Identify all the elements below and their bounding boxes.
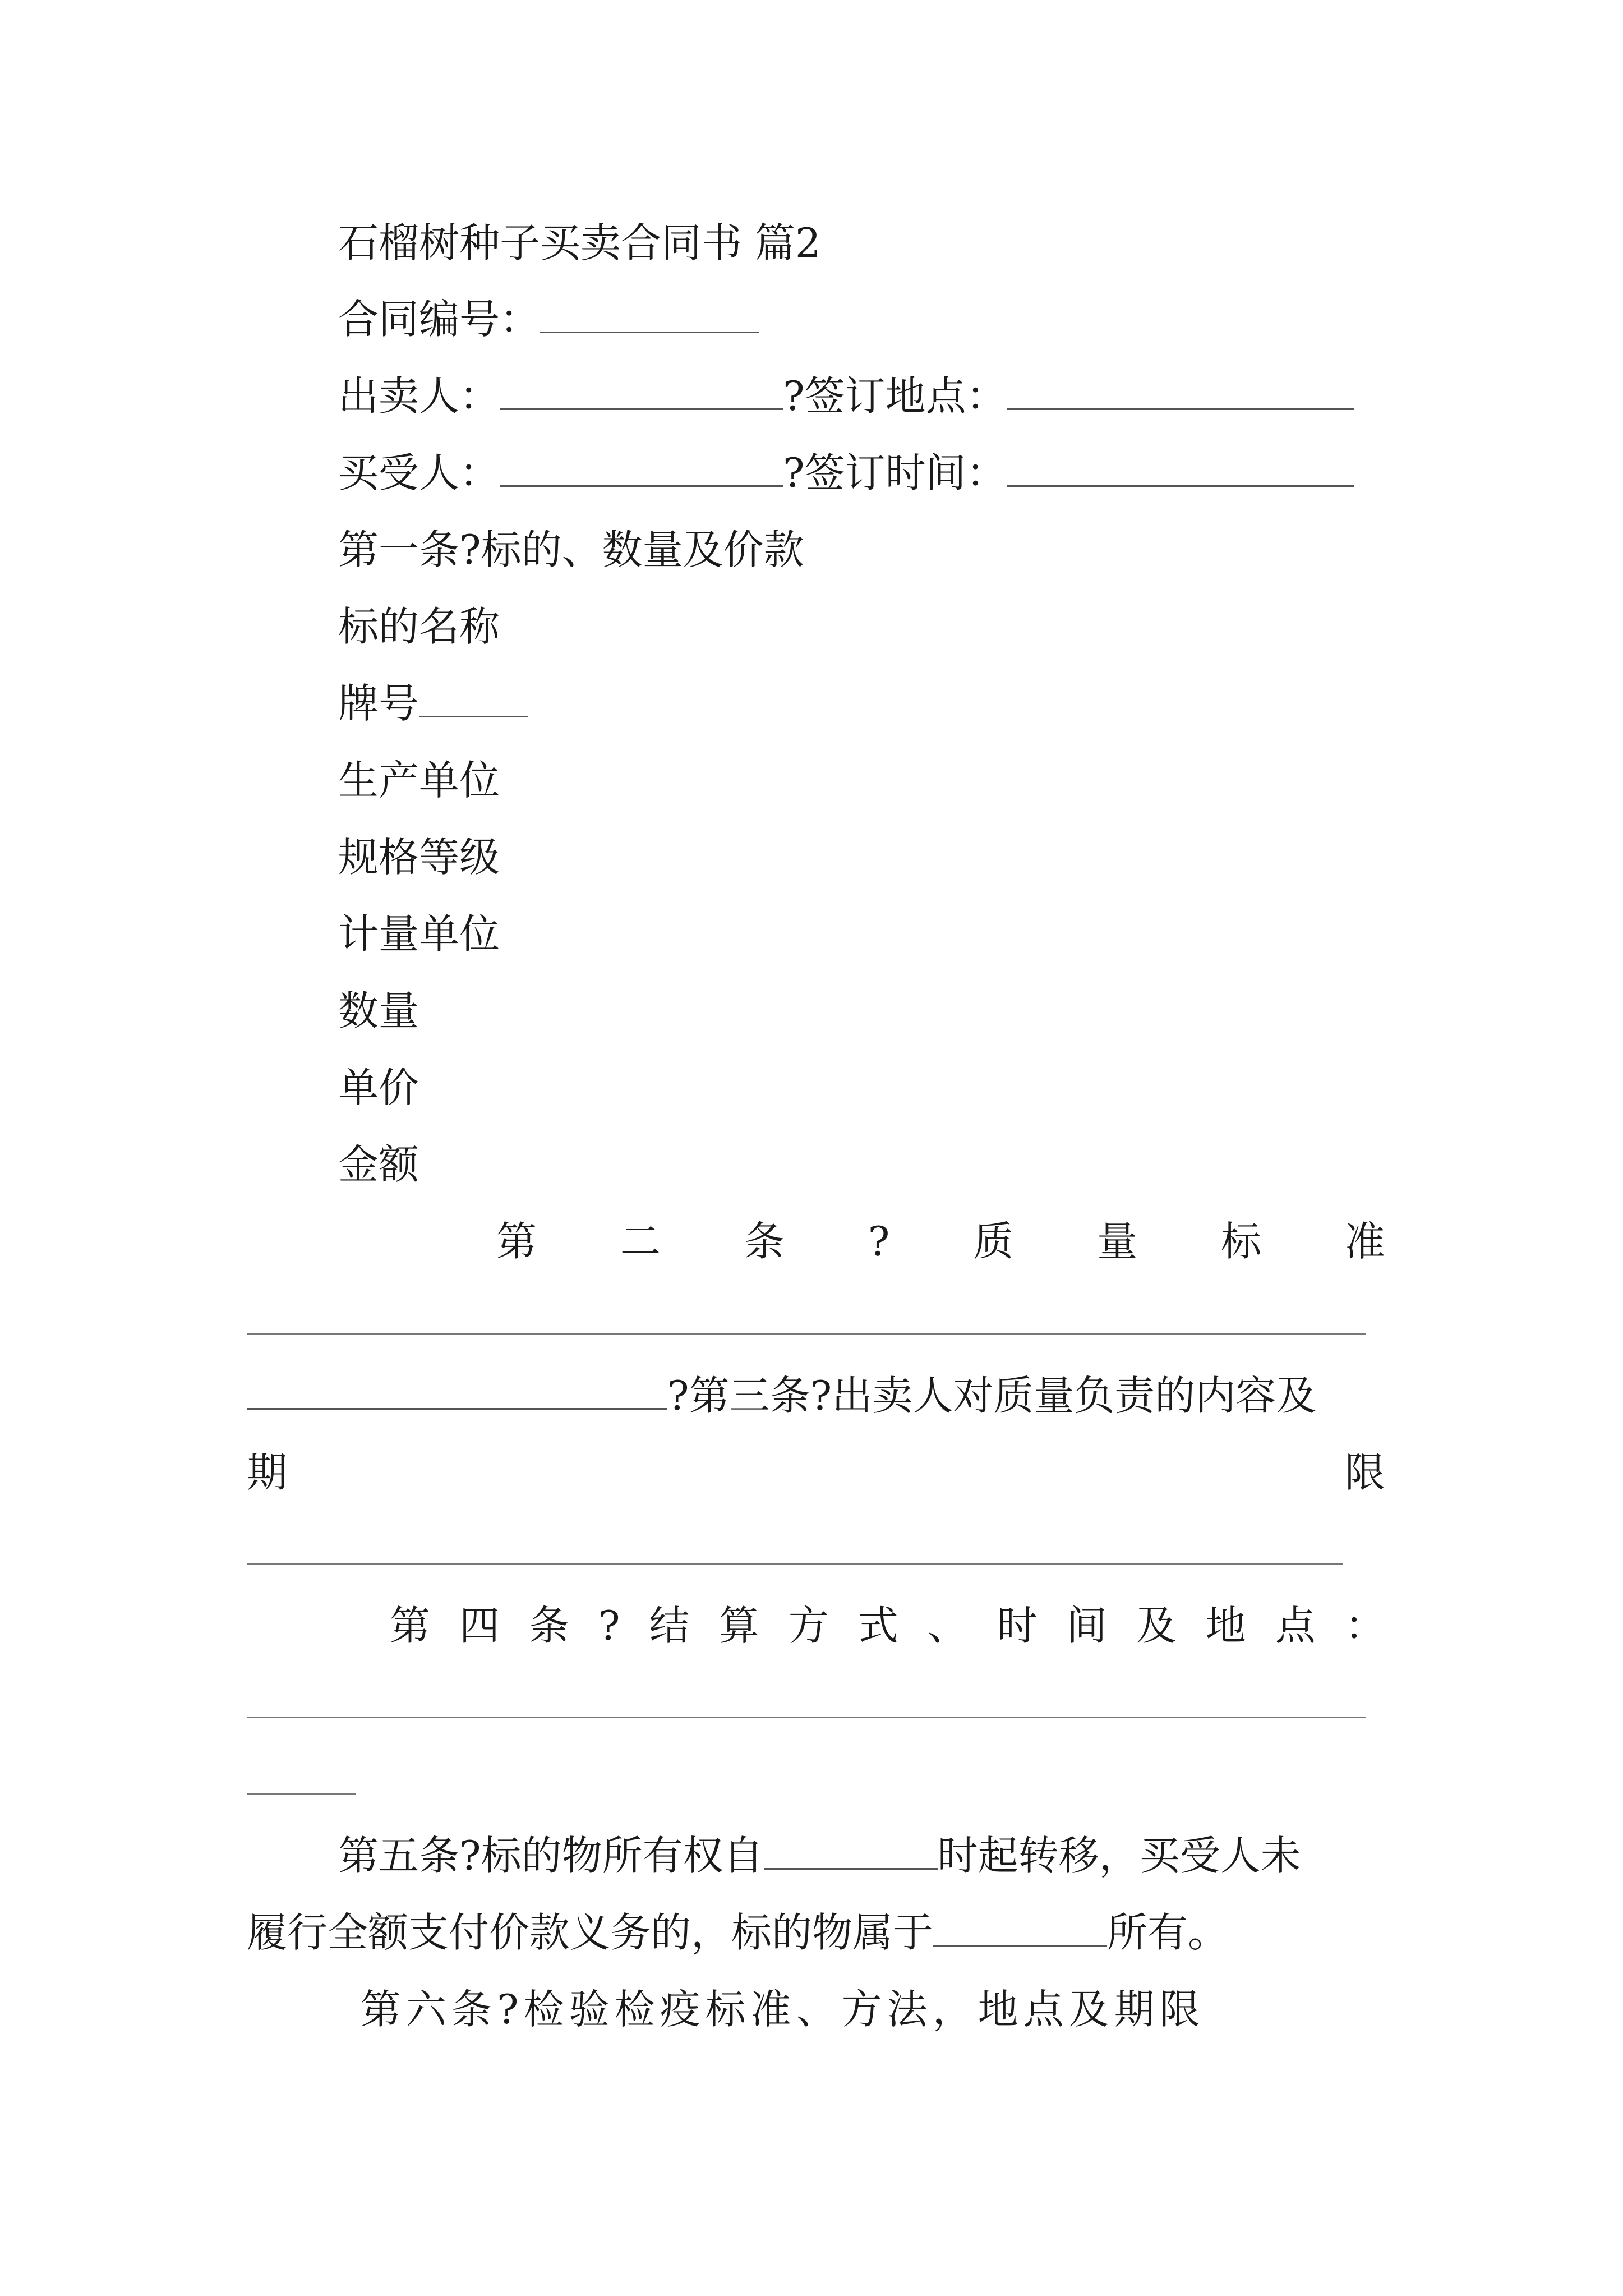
article-5-part-4: 所有。	[1107, 1909, 1229, 1956]
doc-title: 石榴树种子买卖合同书 篇2	[338, 219, 821, 266]
art4-char: 方	[788, 1602, 829, 1649]
quality-responsibility-blank[interactable]	[247, 1563, 1343, 1565]
article-4-heading	[390, 1599, 1385, 1653]
seller-blank[interactable]	[500, 375, 783, 410]
art4-char: 四	[459, 1602, 500, 1649]
article-5-part-2: 时起转移，买受人未	[937, 1832, 1301, 1879]
article-5-line-2	[247, 1906, 1228, 1959]
art4-char: 第	[390, 1602, 431, 1649]
article-2-heading	[496, 1214, 1385, 1268]
article-3-heading: ?第三条?出卖人对质量负责的内容及	[667, 1372, 1317, 1419]
article-3-period-right: 限	[1345, 1449, 1386, 1496]
item-quantity: 数量	[338, 987, 419, 1034]
art4-char: ：	[1344, 1602, 1385, 1649]
item-spec-grade: 规格等级	[338, 834, 500, 881]
art2-char: 质	[973, 1218, 1014, 1265]
owner-blank[interactable]	[933, 1911, 1107, 1947]
art2-char: 量	[1097, 1218, 1138, 1265]
article-3-leading-blank[interactable]	[247, 1374, 667, 1410]
art4-char: 条	[529, 1602, 570, 1649]
seller-label: 出卖人：	[338, 372, 500, 420]
buyer-row	[338, 446, 1354, 500]
article-6-heading: 第六条?检验检疫标准、方法，地点及期限	[361, 1986, 1205, 2033]
art4-char: 地	[1205, 1602, 1246, 1649]
seller-row	[338, 369, 1354, 423]
contract-number-label: 合同编号：	[338, 296, 541, 343]
sign-place-label: ?签订地点：	[783, 372, 1007, 420]
article-1-heading: 第一条?标的、数量及价款	[338, 526, 804, 573]
sign-time-label: ?签订时间：	[783, 449, 1007, 496]
item-unit-price: 单价	[338, 1064, 419, 1111]
art2-char: 准	[1344, 1218, 1385, 1265]
art4-char: ?	[598, 1602, 620, 1649]
item-brand-row	[338, 677, 528, 730]
item-subject-name: 标的名称	[338, 603, 500, 650]
buyer-blank[interactable]	[500, 452, 783, 487]
art4-char: 间	[1066, 1602, 1107, 1649]
art4-char: 算	[718, 1602, 759, 1649]
settlement-blank-1[interactable]	[247, 1717, 1366, 1718]
article-5-part-1: 第五条?标的物所有权自	[338, 1832, 764, 1879]
art2-char: 第	[496, 1218, 537, 1265]
sign-place-blank[interactable]	[1007, 375, 1354, 410]
art2-char: 条	[744, 1218, 785, 1265]
sign-time-blank[interactable]	[1007, 452, 1354, 487]
art4-char: 及	[1136, 1602, 1177, 1649]
brand-blank[interactable]	[419, 682, 528, 717]
settlement-blank-2[interactable]	[247, 1793, 356, 1795]
art4-char: 、	[927, 1602, 968, 1649]
item-unit: 计量单位	[338, 910, 500, 958]
article-5-line-1	[338, 1829, 1301, 1883]
art4-char: 式	[857, 1602, 898, 1649]
item-brand: 牌号	[338, 680, 419, 727]
art2-char: 二	[620, 1218, 661, 1265]
item-amount: 金额	[338, 1141, 419, 1188]
art2-char: 标	[1221, 1218, 1262, 1265]
art4-char: 结	[649, 1602, 690, 1649]
art4-char: 点	[1275, 1602, 1316, 1649]
art4-char: 时	[997, 1602, 1038, 1649]
contract-number-row	[338, 292, 759, 346]
item-producer: 生产单位	[338, 757, 500, 804]
article-3-row	[247, 1369, 1316, 1423]
article-3-period-left: 期	[247, 1449, 288, 1496]
art2-char: ?	[868, 1218, 890, 1265]
ownership-transfer-blank[interactable]	[764, 1834, 938, 1870]
contract-number-blank[interactable]	[540, 298, 759, 333]
quality-standard-blank[interactable]	[247, 1333, 1366, 1335]
buyer-label: 买受人：	[338, 449, 500, 496]
article-5-part-3: 履行全额支付价款义务的，标的物属于	[247, 1909, 934, 1956]
